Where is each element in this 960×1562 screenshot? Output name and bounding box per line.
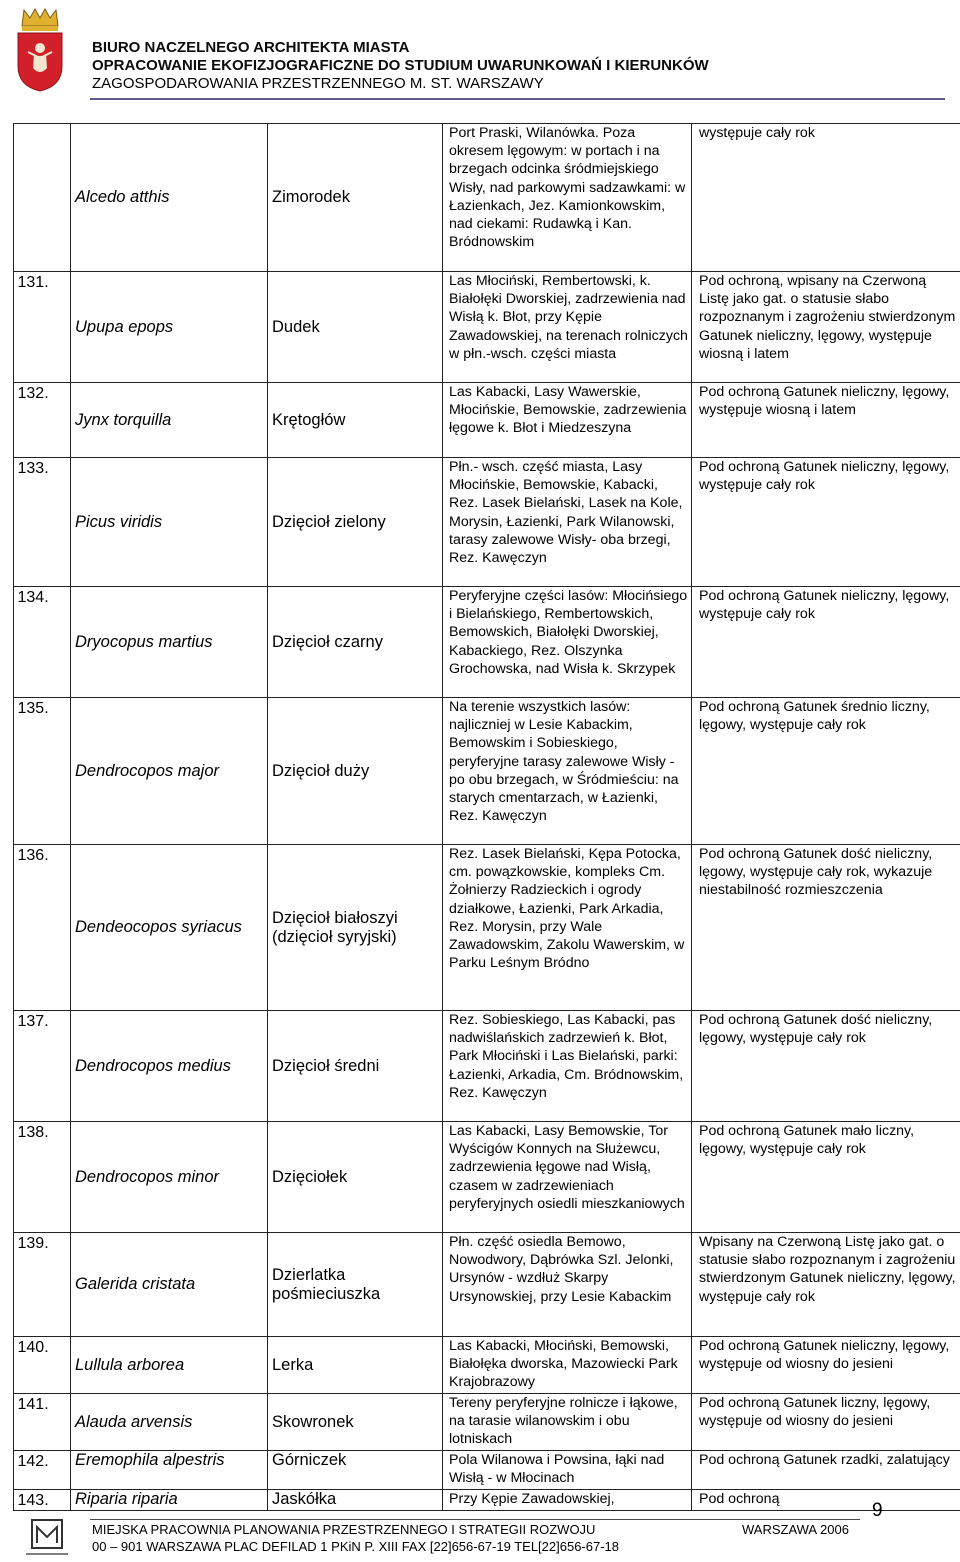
row-number: 136. [17,847,49,864]
row-number: 134. [17,589,49,606]
table-row [14,1394,960,1451]
status-text: Pod ochroną Gatunek nieliczny, lęgowy, występuje cały rok [699,459,950,494]
footer-office-name: MIEJSKA PRACOWNIA PLANOWANIA PRZESTRZENNEGO I STRATEGII ROZWOJU [92,1522,596,1537]
row-number: 143. [17,1492,49,1509]
status-text: Pod ochroną Gatunek nieliczny, lęgowy, występuje od wiosny do jesieni [699,1338,950,1373]
polish-name: Krętogłów [272,410,346,429]
latin-name: Dendeocopos syriacus [75,918,242,936]
polish-name: Jaskółka [272,1490,337,1508]
header-document-title-line1: OPRACOWANIE EKOFIZJOGRAFICZNE DO STUDIUM UWARUNKOWAŃ I KIERUNKÓW [92,57,709,74]
footer-city-year: WARSZAWA 2006 [742,1522,849,1537]
location-text: Tereny peryferyjne rolnicze i łąkowe, na tarasie wilanowskim i obu lotniskach [449,1395,678,1448]
latin-name: Alauda arvensis [75,1412,193,1431]
location-text: Las Kabacki, Lasy Bemowskie, Tor Wyścigów Konnych na Służewcu, zadrzewienia łęgowe nad Wisłą, czasem w zadrzewieniach peryferyjnych osiedli mieszkaniowych [449,1123,685,1212]
status-text: Pod ochroną Gatunek średnio liczny, lęgowy, występuje cały rok [699,699,930,734]
location-text: Port Praski, Wilanówka. Poza okresem lęgowym: w portach i na brzegach odcinka śródmiejskiego Wisły, nad parkowymi sadzawkami: w Łazienkach, Jez. Kamionkowskim, nad ciekami: Rudawką i Kan. Bródnowskim [449,125,686,251]
row-number: 142. [17,1453,49,1470]
row-number: 133. [17,460,49,477]
table-row [14,1011,960,1122]
row-number: 131. [17,274,49,291]
polish-name: Dudek [272,317,320,336]
footer-address: 00 – 901 WARSZAWA PLAC DEFILAD 1 PKiN P. XIII FAX [22]656-67-19 TEL[22]656-67-18 [92,1539,620,1554]
row-number [14,124,18,126]
row-number: 140. [17,1339,49,1356]
table-row [14,383,960,458]
species-table [13,123,960,1511]
location-text: Pola Wilanowa i Powsina, łąki nad Wisłą - w Młocinach [449,1452,665,1487]
status-text: Wpisany na Czerwoną Listę jako gat. o statusie słabo rozpoznanym i zagrożeniu stwierdzonym Gatunek nieliczny, lęgowy, występuje cały rok [699,1234,956,1305]
latin-name: Dendrocopos medius [75,1056,231,1075]
polish-name: Dzięcioł białoszyi (dzięcioł syryjski) [272,908,398,946]
latin-name: Galerida cristata [75,1275,196,1293]
polish-name: Dzięcioł czarny [272,632,383,651]
polish-name: Górniczek [272,1451,347,1469]
row-number: 137. [17,1013,49,1030]
row-number: 138. [17,1124,49,1141]
status-text: Pod ochroną Gatunek rzadki, zalatujący [699,1452,950,1468]
row-number: 141. [17,1396,49,1413]
latin-name: Upupa epops [75,317,174,336]
location-text: Las Młociński, Rembertowski, k. Białołęki Dworskiej, zadrzewienia nad Wisłą k. Błot, przy Kępie Zawadowskiej, na terenach rolniczych w płn.-wsch. części miasta [449,273,688,362]
row-number: 135. [17,700,49,717]
latin-name: Picus viridis [75,512,163,531]
latin-name: Dendrocopos major [75,761,219,780]
status-text: Pod ochroną Gatunek dość nieliczny, lęgowy, występuje cały rok [699,1012,933,1047]
table-row [14,1451,960,1490]
table-row [14,272,960,383]
location-text: Rez. Sobieskiego, Las Kabacki, pas nadwiślańskich zadrzewień k. Błot, Park Młociński i Las Bielański, parki: Łazienki, Arkadia, Cm. Bródnowskim, Rez. Kawęczyn [449,1012,684,1101]
mppp-logo-icon [22,1517,72,1559]
polish-name: Dzięcioł średni [272,1056,380,1075]
page-number: 9 [872,1500,883,1521]
polish-name: Skowronek [272,1412,354,1431]
location-text: Płn. część osiedla Bemowo, Nowodwory, Dąbrówka Szl. Jelonki, Ursynów - wzdłuż Skarpy Ursynowskiej, przy Lesie Kabackim [449,1234,674,1305]
table-row [14,1337,960,1394]
status-text: Pod ochroną [699,1491,780,1507]
latin-name: Eremophila alpestris [75,1451,225,1469]
location-text: Na terenie wszystkich lasów: najliczniej w Lesie Kabackim, Bemowskim i Sobieskiego, peryferyjne tarasy zalewowe Wisły - po obu brzegach, w Śródmieściu: na starych cmentarzach, w Łazienki, Rez. Kawęczyn [449,699,679,825]
location-text: Las Kabacki, Lasy Wawerskie, Młocińskie, Bemowskie, zadrzewienia łęgowe k. Błot i Miedzeszyna [449,384,687,437]
table-row [14,1490,960,1511]
polish-name: Dzierlatka pośmieciuszka [272,1265,381,1303]
document-header [0,0,960,110]
latin-name: Riparia riparia [75,1490,178,1508]
latin-name: Alcedo atthis [75,188,170,206]
location-text: Peryferyjne części lasów: Młocińsiego i Bielańskiego, Rembertowskich, Bemowskich, Białołęki Dworskiej, Kabackiego, Rez. Olszynka Grochowska, nad Wisła k. Skrzypek [449,588,688,677]
status-text: Pod ochroną Gatunek nieliczny, lęgowy, występuje cały rok [699,588,950,623]
location-text: Przy Kępie Zawadowskiej, [449,1491,615,1507]
table-row [14,1122,960,1233]
status-text: występuje cały rok [699,125,815,141]
polish-name: Dzięciołek [272,1167,348,1186]
latin-name: Jynx torquilla [75,410,172,429]
status-text: Pod ochroną, wpisany na Czerwoną Listę jako gat. o statusie słabo rozpoznanym i zagrożeniu stwierdzonym Gatunek nieliczny, lęgowy, występuje wiosną i latem [699,273,956,362]
polish-name: Dzięcioł duży [272,761,370,780]
table-row [14,124,960,272]
polish-name: Lerka [272,1355,314,1374]
location-text: Las Kabacki, Młociński, Bemowski, Białołęka dworska, Mazowiecki Park Krajobrazowy [449,1338,678,1391]
status-text: Pod ochroną Gatunek dość nieliczny, lęgowy, występuje cały rok, wykazuje niestabilność rozmieszczenia [699,846,933,899]
latin-name: Dryocopus martius [75,632,213,651]
header-office-name: BIURO NACZELNEGO ARCHITEKTA MIASTA [92,39,410,56]
status-text: Pod ochroną Gatunek mało liczny, lęgowy, występuje cały rok [699,1123,915,1158]
table-row [14,458,960,587]
header-document-title-line2: ZAGOSPODAROWANIA PRZESTRZENNEGO M. ST. WARSZAWY [92,75,544,92]
footer-rule [90,1519,860,1520]
table-row [14,698,960,845]
polish-name: Zimorodek [272,188,350,206]
polish-name: Dzięcioł zielony [272,512,386,531]
warsaw-crest-icon [14,6,66,92]
header-rule [90,98,945,100]
table-row [14,1233,960,1337]
location-text: Rez. Lasek Bielański, Kępa Potocka, cm. powązkowskie, kompleks Cm. Żołnierzy Radzieckich i ogrody działkowe, Łazienki, Park Arkadia, Rez. Morysin, przy Wale Zawadowskim, Zakolu Wawerskim, w Parku Leśnym Bródno [449,846,685,972]
table-row [14,845,960,1011]
latin-name: Dendrocopos minor [75,1167,219,1186]
latin-name: Lullula arborea [75,1355,185,1374]
row-number: 139. [17,1235,49,1252]
row-number: 132. [17,385,49,402]
table-row [14,587,960,698]
location-text: Płn.- wsch. część miasta, Lasy Młocińskie, Bemowskie, Kabacki, Rez. Lasek Bielański, Lasek na Kole, Morysin, Łazienki, Park Wilanowski, tarasy zalewowe Wisły- oba brzegi, Rez. Kawęczyn [449,459,683,567]
status-text: Pod ochroną Gatunek liczny, lęgowy, występuje od wiosny do jesieni [699,1395,931,1430]
status-text: Pod ochroną Gatunek nieliczny, lęgowy, występuje wiosną i latem [699,384,950,419]
